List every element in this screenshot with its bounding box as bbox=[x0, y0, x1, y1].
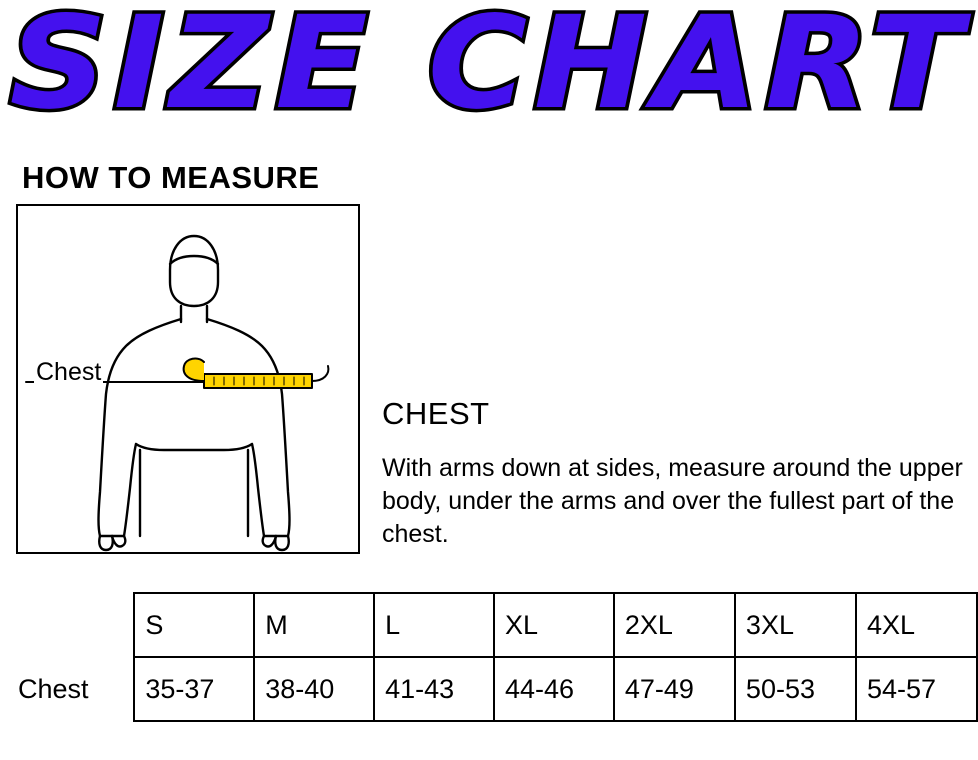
how-to-measure-heading: HOW TO MEASURE bbox=[22, 160, 320, 195]
table-cell-m: 38-40 bbox=[254, 657, 374, 721]
table-header-row bbox=[8, 593, 977, 657]
table-cell-xl: 44-46 bbox=[494, 657, 614, 721]
chest-instruction-heading: CHEST bbox=[382, 396, 490, 431]
table-header-l: L bbox=[374, 593, 494, 657]
table-cell-s: 35-37 bbox=[134, 657, 254, 721]
table-cell-3xl: 50-53 bbox=[735, 657, 856, 721]
size-chart-table bbox=[8, 592, 978, 722]
table-header-xl: XL bbox=[494, 593, 614, 657]
chest-instruction-text: With arms down at sides, measure around the upper body, under the arms and over the fullest part of the chest. bbox=[382, 454, 963, 548]
table-row-label: Chest bbox=[8, 657, 134, 721]
table-cell-4xl: 54-57 bbox=[856, 657, 977, 721]
table-row bbox=[8, 657, 977, 721]
table-cell-2xl: 47-49 bbox=[614, 657, 735, 721]
page-title: SIZE CHART bbox=[9, 0, 969, 138]
table-header-m: M bbox=[254, 593, 374, 657]
table-header-4xl: 4XL bbox=[856, 593, 977, 657]
table-header-blank bbox=[8, 593, 134, 657]
table-header-3xl: 3XL bbox=[735, 593, 856, 657]
table-cell-l: 41-43 bbox=[374, 657, 494, 721]
table-header-s: S bbox=[134, 593, 254, 657]
chest-callout-label: Chest bbox=[36, 358, 102, 386]
table-header-2xl: 2XL bbox=[614, 593, 735, 657]
